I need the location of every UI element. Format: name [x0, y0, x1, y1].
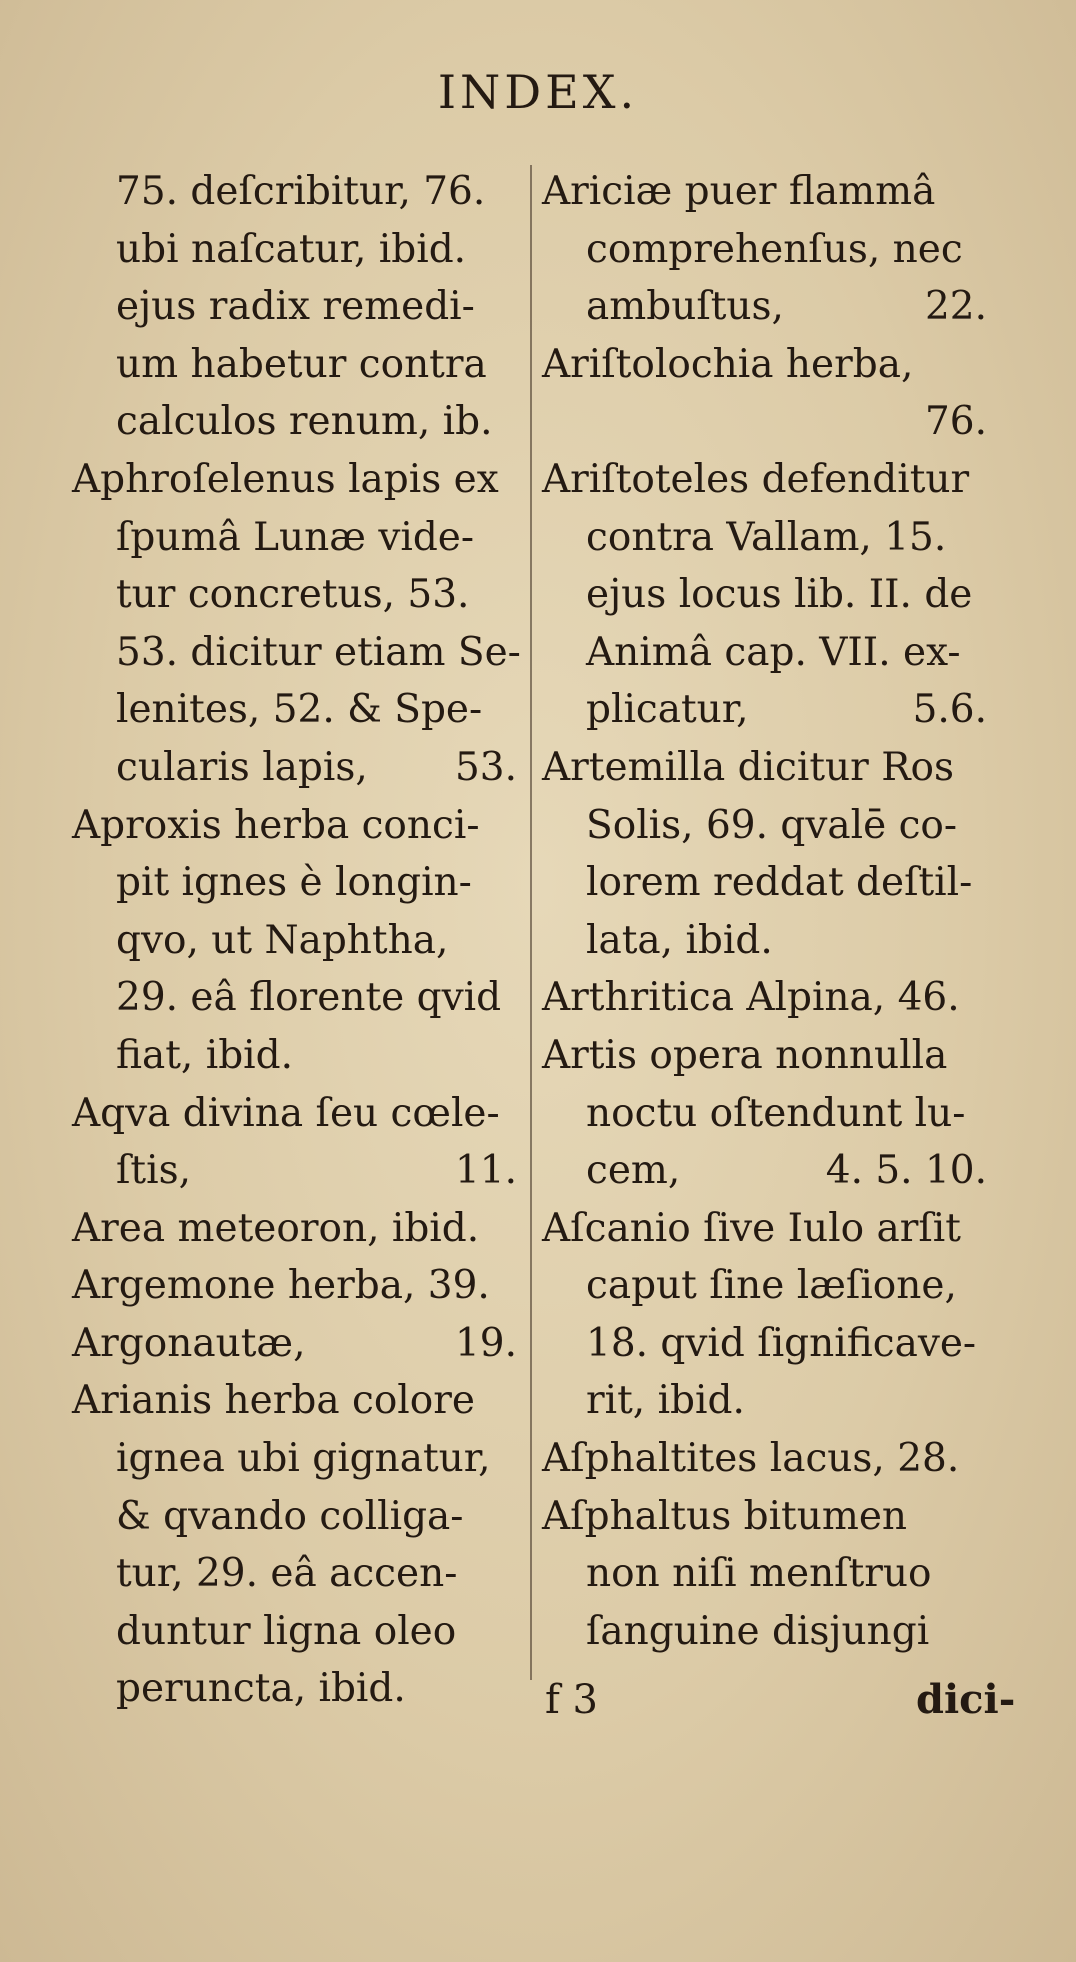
- index-line-text: lenites, 52. & Spe-: [116, 687, 483, 733]
- index-line-text: caput ſine læſione,: [586, 1263, 957, 1309]
- index-line-text: ſanguine disjungi: [586, 1608, 930, 1654]
- index-line-text: lorem reddat deſtil-: [586, 860, 973, 906]
- index-line-text: Aproxis herba conci-: [72, 802, 480, 848]
- index-line-text: 75. deſcribitur, 76.: [116, 169, 486, 214]
- index-line: [72, 163, 517, 221]
- index-line: [542, 278, 987, 336]
- index-line: [542, 393, 987, 451]
- index-line-text: 53. dicitur etiam Se-: [116, 629, 521, 675]
- index-line: [72, 1085, 517, 1143]
- index-line: [542, 566, 987, 624]
- index-line: [72, 912, 517, 970]
- index-line: [542, 1315, 987, 1373]
- index-line: [542, 1257, 987, 1315]
- index-page-ref: 53.: [454, 744, 517, 790]
- index-line-text: Solis, 69. qvalē co-: [586, 802, 958, 848]
- index-line-text: calculos renum, ib.: [116, 399, 493, 445]
- index-line: [72, 1603, 517, 1661]
- index-line-text: Aphroſelenus lapis ex: [72, 456, 499, 502]
- index-line-text: 18. qvid ſignificave-: [586, 1320, 977, 1366]
- index-line: [542, 336, 987, 394]
- index-line: [72, 1257, 517, 1315]
- index-line: [72, 624, 521, 682]
- index-line: [542, 1085, 987, 1143]
- index-line-text: fiat, ibid.: [116, 1032, 294, 1078]
- index-line: [542, 912, 987, 970]
- signature-mark: f 3: [545, 1677, 598, 1723]
- index-line-text: Aqva divina ſeu cœle-: [72, 1090, 500, 1136]
- index-line-text: Ariciæ puer flammâ: [542, 169, 936, 214]
- index-line: [542, 1430, 987, 1488]
- index-line: [542, 1488, 987, 1546]
- index-line-text: noctu oſtendunt lu-: [586, 1090, 966, 1136]
- index-line: [542, 1372, 987, 1430]
- index-line: [72, 739, 517, 797]
- index-left-column: [72, 163, 521, 1718]
- page-footer: [0, 1670, 1076, 1730]
- index-line: [542, 1545, 987, 1603]
- index-line-text: ignea ubi gignatur,: [116, 1436, 491, 1482]
- index-page-ref: 22.: [924, 284, 987, 330]
- index-line: [542, 221, 987, 279]
- index-line-text: Argonautæ,: [72, 1320, 306, 1366]
- index-line-text: Arthritica Alpina, 46.: [542, 975, 960, 1021]
- page-title: INDEX.: [437, 65, 639, 119]
- index-line-text: tur, 29. eâ accen-: [116, 1551, 458, 1597]
- index-line-text: Area meteoron, ibid.: [72, 1205, 480, 1251]
- index-line: [72, 451, 517, 509]
- index-line: [542, 797, 987, 855]
- index-line-text: ambuſtus,: [586, 284, 784, 330]
- index-line: [72, 1372, 517, 1430]
- index-line: [72, 566, 517, 624]
- index-line-text: duntur ligna oleo: [116, 1608, 457, 1654]
- index-line: [542, 1027, 987, 1085]
- index-line-text: Arianis herba colore: [72, 1378, 475, 1424]
- index-line-text: ejus radix remedi-: [116, 284, 475, 330]
- index-line: [72, 1027, 517, 1085]
- index-line-text: pit ignes è longin-: [116, 860, 472, 906]
- index-line-text: Aſphaltus bitumen: [542, 1493, 908, 1539]
- index-page-ref: 4. 5. 10.: [825, 1148, 987, 1194]
- index-line-text: ſpumâ Lunæ vide-: [116, 514, 475, 560]
- index-line-text: um habetur contra: [116, 341, 487, 387]
- index-line: [72, 1545, 517, 1603]
- index-page-ref: 76.: [924, 399, 987, 445]
- index-line-text: Aſphaltites lacus, 28.: [542, 1436, 960, 1482]
- index-line-text: plicatur,: [586, 687, 749, 733]
- column-divider: [530, 165, 532, 1680]
- index-line-text: rit, ibid.: [586, 1378, 745, 1424]
- index-line: [72, 336, 517, 394]
- index-line: [542, 1142, 987, 1200]
- index-page-ref: 11.: [454, 1148, 517, 1194]
- index-line: [72, 221, 517, 279]
- index-line-text: Animâ cap. VII. ex-: [586, 629, 961, 675]
- index-line-text: cularis lapis,: [116, 744, 368, 790]
- index-right-column: [542, 163, 987, 1660]
- index-line: [72, 1200, 517, 1258]
- index-line: [72, 969, 517, 1027]
- index-line-text: ubi naſcatur, ibid.: [116, 226, 467, 272]
- index-line: [542, 854, 987, 912]
- index-line-text: contra Vallam, 15.: [586, 514, 947, 560]
- index-line-text: comprehenſus, nec: [586, 226, 963, 272]
- index-line: [542, 451, 987, 509]
- index-line: [542, 739, 987, 797]
- index-line-text: 29. eâ florente qvid: [116, 975, 502, 1021]
- index-line-text: Artis opera nonnulla: [542, 1032, 948, 1078]
- index-line: [72, 797, 517, 855]
- index-line-text: Ariſtoteles defenditur: [542, 456, 970, 502]
- index-line-text: lata, ibid.: [586, 917, 773, 963]
- index-line-text: peruncta, ibid.: [116, 1666, 406, 1712]
- index-line: [542, 1200, 987, 1258]
- index-line: [72, 1315, 517, 1373]
- index-line-text: ejus locus lib. II. de: [586, 572, 973, 618]
- index-line-text: Ariſtolochia herba,: [542, 341, 914, 387]
- index-line-text: & qvando colliga-: [116, 1493, 464, 1539]
- index-line: [72, 854, 517, 912]
- index-line: [72, 1142, 517, 1200]
- index-line-text: Argemone herba, 39.: [72, 1263, 490, 1309]
- index-line-text: ſtis,: [116, 1148, 191, 1194]
- index-line-text: Artemilla dicitur Ros: [542, 744, 955, 790]
- index-line: [542, 163, 987, 221]
- index-line: [72, 1430, 517, 1488]
- index-line: [542, 509, 987, 567]
- index-line-text: tur concretus, 53.: [116, 572, 470, 618]
- index-line: [542, 624, 987, 682]
- index-page-ref: 19.: [454, 1320, 517, 1366]
- index-line: [72, 681, 517, 739]
- index-line-text: qvo, ut Naphtha,: [116, 917, 449, 963]
- index-line: [72, 509, 517, 567]
- index-line-text: cem,: [586, 1148, 681, 1194]
- index-line: [542, 681, 987, 739]
- index-line-text: Aſcanio ſive Iulo arſit: [542, 1205, 961, 1251]
- index-line: [72, 278, 517, 336]
- index-line: [542, 1603, 987, 1661]
- index-line: [542, 969, 987, 1027]
- index-line: [72, 393, 517, 451]
- index-line-text: non niſi menſtruo: [586, 1551, 932, 1597]
- index-line: [72, 1488, 517, 1546]
- catchword: dici-: [916, 1676, 1016, 1723]
- index-page-ref: 5.6.: [912, 687, 987, 733]
